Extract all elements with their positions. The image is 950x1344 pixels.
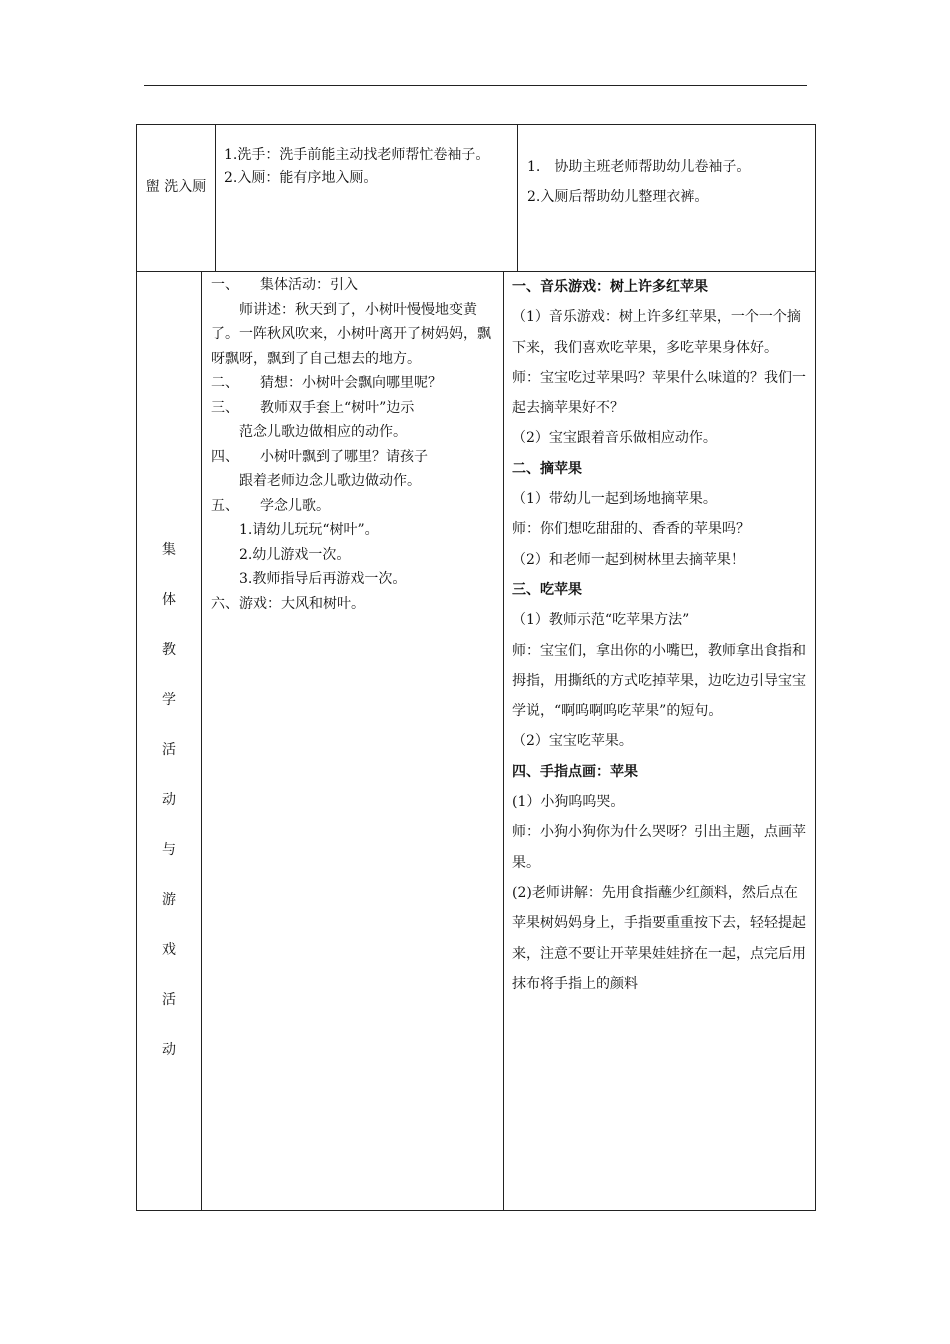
washing-goal-2: 2.入厕：能有序地入厕。 <box>224 170 378 186</box>
activity-plan-right <box>512 272 809 1202</box>
plan-paragraph: 师：小狗小狗你为什么哭呀？引出主题，点画苹果。 <box>512 824 806 871</box>
plan-paragraph: (2)老师讲解：先用食指蘸少红颜料，然后点在苹果树妈妈身上，手指要重重按下去，轻轻提起来，注意不要让开苹果娃娃挤在一起，点完后用抹布将手指上的颜料 <box>512 884 806 992</box>
plan-paragraph: （2）和老师一起到树林里去摘苹果！ <box>512 551 745 568</box>
washing-task-2: 2.入厕后帮助幼儿整理衣裤。 <box>527 189 709 205</box>
plan-line: 五、 学念儿歌。 <box>211 497 330 514</box>
washing-teacher-tasks <box>527 152 811 212</box>
plan-line: 2.幼儿游戏一次。 <box>211 546 351 563</box>
label-char: 体 <box>162 592 176 608</box>
washing-task-1: 1. 协助主班老师帮助幼儿卷袖子。 <box>527 159 751 175</box>
section-heading: 四、手指点画：苹果 <box>512 763 638 780</box>
header-rule <box>144 85 807 86</box>
label-char: 与 <box>162 842 176 858</box>
label-char: 活 <box>162 992 176 1008</box>
label-char: 动 <box>162 792 176 808</box>
plan-line: 范念儿歌边做相应的动作。 <box>211 424 407 440</box>
plan-paragraph: (1）小狗呜呜哭。 <box>512 794 625 811</box>
plan-line: 1.请幼儿玩玩“树叶”。 <box>211 522 379 538</box>
section-heading: 三、吃苹果 <box>512 581 582 598</box>
plan-paragraph: 师：你们想吃甜甜的、香香的苹果吗？ <box>512 521 750 538</box>
plan-line: 一、 集体活动：引入 <box>211 277 358 293</box>
washing-goals <box>224 144 512 190</box>
label-char: 戏 <box>162 942 176 958</box>
label-char: 学 <box>162 692 176 708</box>
plan-line: 三、 教师双手套上“树叶”边示 <box>211 399 415 416</box>
plan-paragraph: （2）宝宝跟着音乐做相应动作。 <box>512 430 717 447</box>
row-label-washing: 盥 洗入厕 <box>145 179 207 195</box>
plan-line: 二、 猜想：小树叶会飘向哪里呢？ <box>211 375 442 391</box>
plan-paragraph: （2）宝宝吃苹果。 <box>512 733 633 750</box>
plan-paragraph: （1）音乐游戏：树上许多红苹果，一个一个摘下来，我们喜欢吃苹果，多吃苹果身体好。 <box>512 309 801 356</box>
label-char: 活 <box>162 742 176 758</box>
label-char: 动 <box>162 1042 176 1058</box>
column-divider <box>517 124 518 272</box>
label-char: 游 <box>162 892 176 908</box>
washing-goal-1: 1.洗手：洗手前能主动找老师帮忙卷袖子。 <box>224 147 490 163</box>
plan-line: 3.教师指导后再游戏一次。 <box>211 571 407 587</box>
label-char: 教 <box>162 642 176 658</box>
activity-plan-left <box>211 273 498 616</box>
plan-line: 六、游戏：大风和树叶。 <box>211 595 365 612</box>
column-divider <box>503 271 504 1211</box>
section-heading: 二、摘苹果 <box>512 460 582 477</box>
plan-paragraph: 师：宝宝吃过苹果吗？苹果什么味道的？我们一起去摘苹果好不？ <box>512 369 806 417</box>
plan-line: 跟着老师边念儿歌边做动作。 <box>211 473 421 489</box>
plan-paragraph: （1）教师示范“吃苹果方法” <box>512 612 690 629</box>
plan-line: 师讲述：秋天到了，小树叶慢慢地变黄了。一阵秋风吹来，小树叶离开了树妈妈，飘呀飘呀，飘到了自己想去的地方。 <box>211 301 491 367</box>
column-divider <box>215 124 216 272</box>
column-divider <box>201 271 202 1211</box>
plan-line: 四、 小树叶飘到了哪里？请孩子 <box>211 448 428 465</box>
plan-paragraph: （1）带幼儿一起到场地摘苹果。 <box>512 491 717 508</box>
plan-paragraph: 师：宝宝们，拿出你的小嘴巴，教师拿出食指和拇指，用撕纸的方式吃掉苹果，边吃边引导宝宝学说，“啊呜啊呜吃苹果”的短句。 <box>512 642 806 720</box>
label-char: 集 <box>162 542 176 558</box>
section-heading: 一、音乐游戏：树上许多红苹果 <box>512 279 708 295</box>
row-label-activity <box>137 535 201 1085</box>
